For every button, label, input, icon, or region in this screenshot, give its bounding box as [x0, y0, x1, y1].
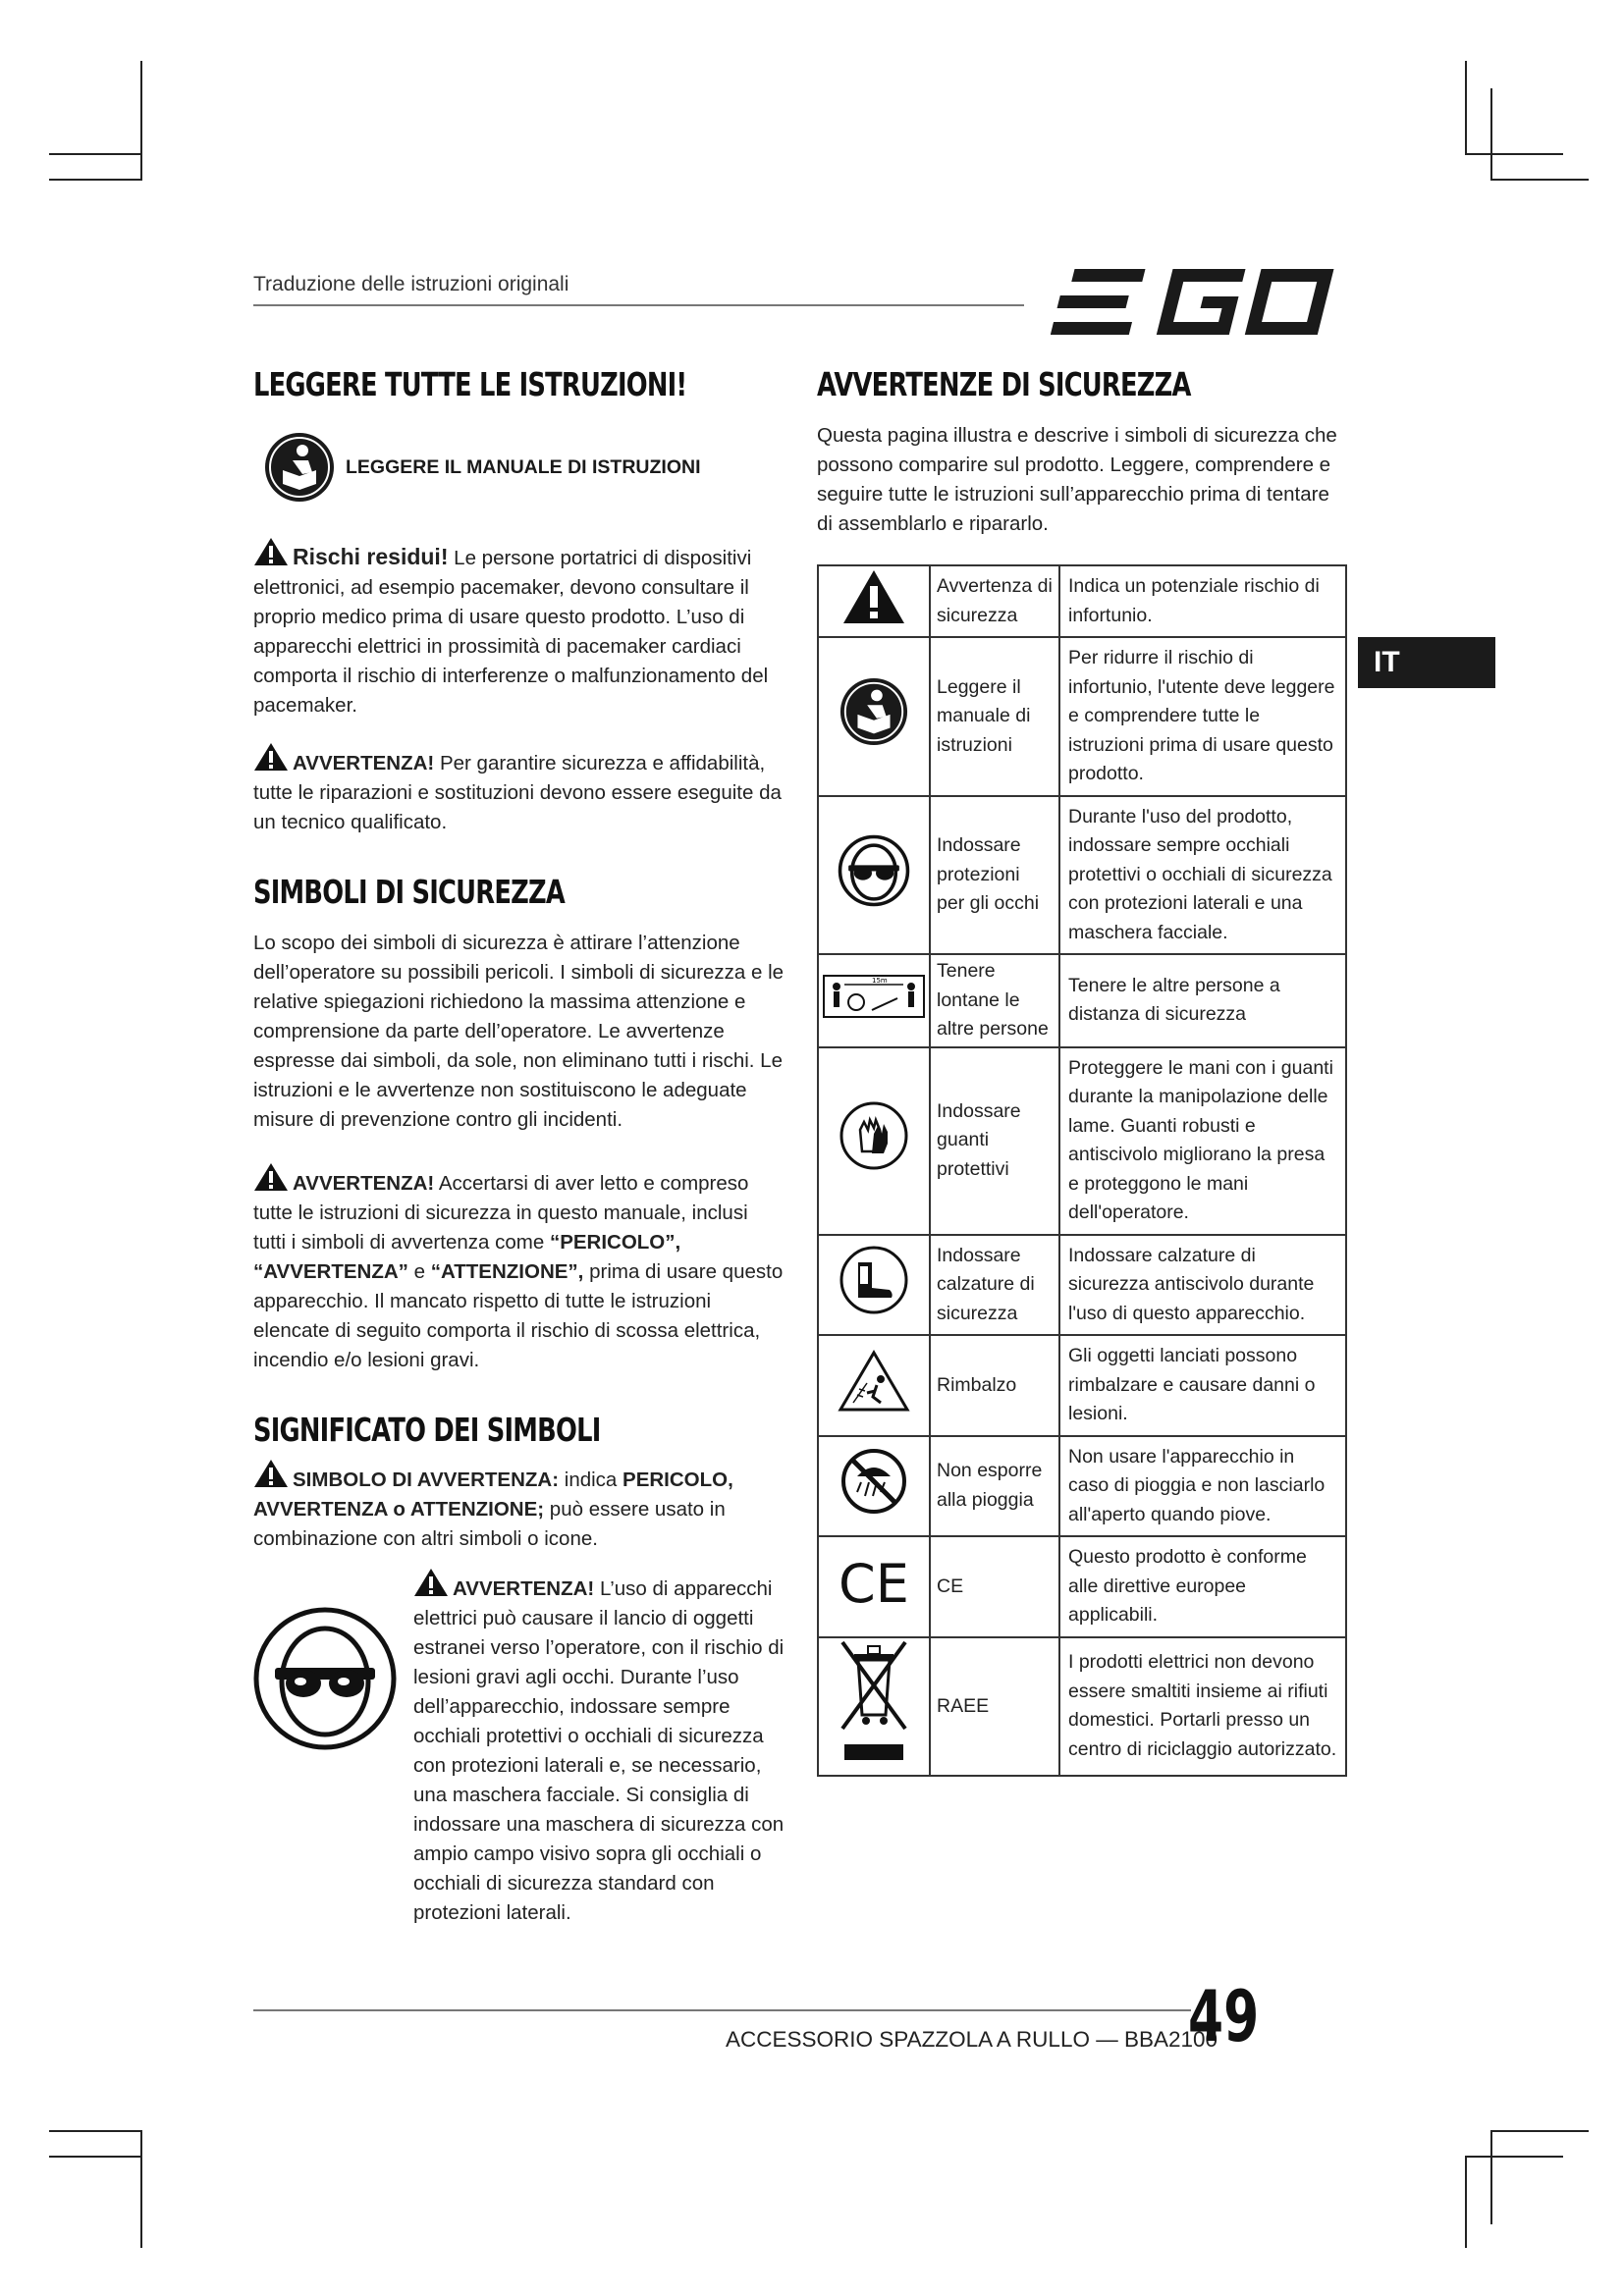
eye-protection-icon [838, 834, 910, 907]
warning-symbol-text-c: può essere usato in combinazione con altri simboli o icone. [253, 1498, 726, 1550]
warning-triangle-icon [253, 1162, 289, 1192]
table-row [818, 1335, 1346, 1436]
symbol-name: Avvertenza di sicurezza [930, 565, 1059, 637]
table-row [818, 1235, 1346, 1336]
header-note: Traduzione delle istruzioni originali [253, 273, 569, 295]
warning-read-all-paragraph [253, 1162, 785, 1375]
heading-read-all: LEGGERE TUTTE LE ISTRUZIONI! [253, 365, 687, 403]
crop-mark [1490, 88, 1492, 181]
warning-symbol-paragraph [253, 1459, 785, 1554]
heading-safety-warnings: AVVERTENZE DI SICUREZZA [817, 365, 1191, 403]
warning-triangle-icon [413, 1568, 449, 1597]
pericolo-label: “PERICOLO”, [549, 1231, 681, 1254]
symbol-name: RAEE [930, 1637, 1059, 1777]
table-row [818, 1536, 1346, 1637]
table-row [818, 1436, 1346, 1537]
table-row [818, 637, 1346, 796]
residual-risk-paragraph [253, 537, 785, 721]
residual-risk-lead: Rischi residui! [293, 544, 449, 569]
and-text: e [407, 1260, 431, 1283]
right-column [817, 365, 1347, 1777]
symbol-name: Tenere lontane le altre persone [930, 954, 1059, 1047]
weee-bin-icon [837, 1638, 911, 1766]
symbol-description: Proteggere le mani con i guanti durante la manipolazione delle lame. Guanti robusti e antiscivolo migliorano la presa e proteggono le mani dell'operatore. [1059, 1047, 1346, 1235]
symbol-description: Durante l'uso del prodotto, indossare sempre occhiali protettivi o occhiali di sicurezza con protezioni laterali e una maschera facciale. [1059, 796, 1346, 955]
page-number: 49 [1188, 1975, 1260, 2057]
left-column [253, 365, 785, 1980]
warning-symbol-lead: SIMBOLO DI AVVERTENZA: [293, 1468, 560, 1491]
symbol-name: Leggere il manuale di istruzioni [930, 637, 1059, 796]
keep-bystanders-away-icon [823, 975, 925, 1018]
warning-triangle-icon [253, 1459, 289, 1488]
crop-mark [1465, 2156, 1563, 2158]
crop-mark [140, 61, 142, 181]
crop-mark [1465, 61, 1467, 155]
warning-triangle-icon [253, 742, 289, 772]
header-rule [253, 304, 1024, 306]
heading-safety-symbols: SIMBOLI DI SICUREZZA [253, 873, 566, 911]
warning-repair-paragraph [253, 742, 785, 837]
symbol-name: Non esporre alla pioggia [930, 1436, 1059, 1537]
crop-mark [1465, 153, 1563, 155]
warning-text-b: prima di usare questo apparecchio. Il mancato rispetto di tutte le istruzioni elencate di seguito comporta il rischio di scossa elettrica, incendio e/o lesioni gravi. [253, 1260, 784, 1371]
symbol-description: Gli oggetti lanciati possono rimbalzare e causare danni o lesioni. [1059, 1335, 1346, 1436]
table-row [818, 796, 1346, 955]
warning-lead: AVVERTENZA! [453, 1577, 595, 1600]
no-rain-icon [839, 1447, 908, 1516]
crop-mark [49, 2130, 141, 2132]
ricochet-icon [838, 1350, 910, 1413]
symbol-name: Indossare protezioni per gli occhi [930, 796, 1059, 955]
warning-lead: AVVERTENZA! [293, 1172, 435, 1195]
symbol-name: Indossare calzature di sicurezza [930, 1235, 1059, 1336]
safety-warnings-intro: Questa pagina illustra e descrive i simboli di sicurezza che possono comparire sul prodotto. Leggere, comprendere e seguire tutte le istruzioni sull’apparecchio prima di tentare di assemblarlo e ripararlo. [817, 424, 1337, 535]
crop-mark [1490, 2130, 1589, 2132]
distance-label: 15m [872, 976, 888, 985]
symbol-description: Questo prodotto è conforme alle direttive europee applicabili. [1059, 1536, 1346, 1637]
warning-symbol-text-a: indica [559, 1468, 623, 1491]
warning-repair-text: Per garantire sicurezza e affidabilità, tutte le riparazioni e sostituzioni devono essere eseguite da un tecnico qualificato. [253, 752, 782, 833]
logo-text: EGO [1051, 263, 1054, 264]
crop-mark [49, 179, 141, 181]
symbol-description: Tenere le altre persone a distanza di sicurezza [1059, 954, 1346, 1047]
read-manual-label: LEGGERE IL MANUALE DI ISTRUZIONI [346, 455, 701, 478]
symbol-description: Non usare l'apparecchio in caso di pioggia e non lasciarlo all'aperto quando piove. [1059, 1436, 1346, 1537]
symbol-name: CE [930, 1536, 1059, 1637]
eye-protection-icon [253, 1607, 397, 1750]
read-manual-icon [263, 431, 336, 504]
crop-mark [1490, 2130, 1492, 2224]
safety-boots-icon [839, 1245, 909, 1315]
crop-mark [1490, 179, 1589, 181]
footer-product-title: ACCESSORIO SPAZZOLA A RULLO — BBA2100 [726, 2027, 1218, 2052]
table-row [818, 954, 1346, 1047]
eye-warning-paragraph [413, 1568, 786, 1928]
crop-mark [49, 153, 141, 155]
safety-symbols-paragraph: Lo scopo dei simboli di sicurezza è attirare l’attenzione dell’operatore su possibili pericoli. I simboli di sicurezza e le relative spiegazioni richiedono la massima attenzione e comprensione da parte dell’operatore. Le avvertenze espresse dai simboli, da sole, non eliminano tutti i rischi. Le istruzioni e le avvertenze non sostituiscono le adeguate misure di prevenzione contro gli incidenti. [253, 932, 785, 1131]
eye-warning-text: L’uso di apparecchi elettrici può causare il lancio di oggetti estranei verso l’operatore, con il rischio di lesioni gravi agli occhi. Durante l’uso dell’apparecchio, indossare sempre occhiali protettivi o occhiali di sicurezza con protezioni laterali e, se necessario, una maschera facciale. Si consiglia di indossare una maschera di sicurezza con ampio campo visivo sopra gli occhiali o occhiali di sicurezza standard con protezioni laterali. [413, 1577, 785, 1924]
table-row [818, 1047, 1346, 1235]
footer-rule [253, 2009, 1191, 2011]
language-tab: IT [1358, 637, 1495, 688]
warning-lead: AVVERTENZA! [293, 752, 435, 774]
gloves-icon [839, 1100, 909, 1171]
ce-mark-text: CE [839, 1554, 909, 1610]
symbol-name: Indossare guanti protettivi [930, 1047, 1059, 1235]
residual-risk-text: Le persone portatrici di dispositivi elettronici, ad esempio pacemaker, devono consultare il proprio medico prima di usare questo prodotto. L’uso di apparecchi elettrici in prossimità di pacemaker cardiaci comporta il rischio di interferenze o malfunzionamento del pacemaker. [253, 547, 769, 717]
eye-protection-block [253, 1568, 785, 1980]
symbol-name: Rimbalzo [930, 1335, 1059, 1436]
read-manual-row [263, 431, 785, 504]
warning-text-a: Accertarsi di aver letto e compreso tutte le istruzioni di sicurezza in questo manuale, inclusi tutti i simboli di avvertenza come [253, 1172, 749, 1254]
crop-mark [1465, 2156, 1467, 2248]
ego-logo [1051, 263, 1345, 342]
table-row [818, 565, 1346, 637]
symbol-description: Indica un potenziale rischio di infortunio. [1059, 565, 1346, 637]
crop-mark [49, 2156, 141, 2158]
warning-triangle-icon [253, 537, 289, 566]
symbols-table [817, 564, 1347, 1777]
warning-symbol-levels: PERICOLO, AVVERTENZA o ATTENZIONE; [253, 1468, 733, 1521]
table-row [818, 1637, 1346, 1777]
symbol-description: Indossare calzature di sicurezza antiscivolo durante l'uso di questo apparecchio. [1059, 1235, 1346, 1336]
attenzione-label: “ATTENZIONE”, [430, 1260, 584, 1283]
crop-mark [140, 2130, 142, 2248]
symbol-description: Per ridurre il rischio di infortunio, l'utente deve leggere e comprendere tutte le istruzioni prima di usare questo prodotto. [1059, 637, 1346, 796]
warning-triangle-icon [841, 568, 906, 625]
avvertenza-label: “AVVERTENZA” [253, 1260, 408, 1283]
ce-mark-icon [837, 1555, 911, 1610]
symbol-description: I prodotti elettrici non devono essere smaltiti insieme ai rifiuti domestici. Portarli presso un centro di riciclaggio autorizzato. [1059, 1637, 1346, 1777]
read-manual-icon [839, 676, 909, 747]
heading-symbol-meaning: SIGNIFICATO DEI SIMBOLI [253, 1411, 601, 1449]
